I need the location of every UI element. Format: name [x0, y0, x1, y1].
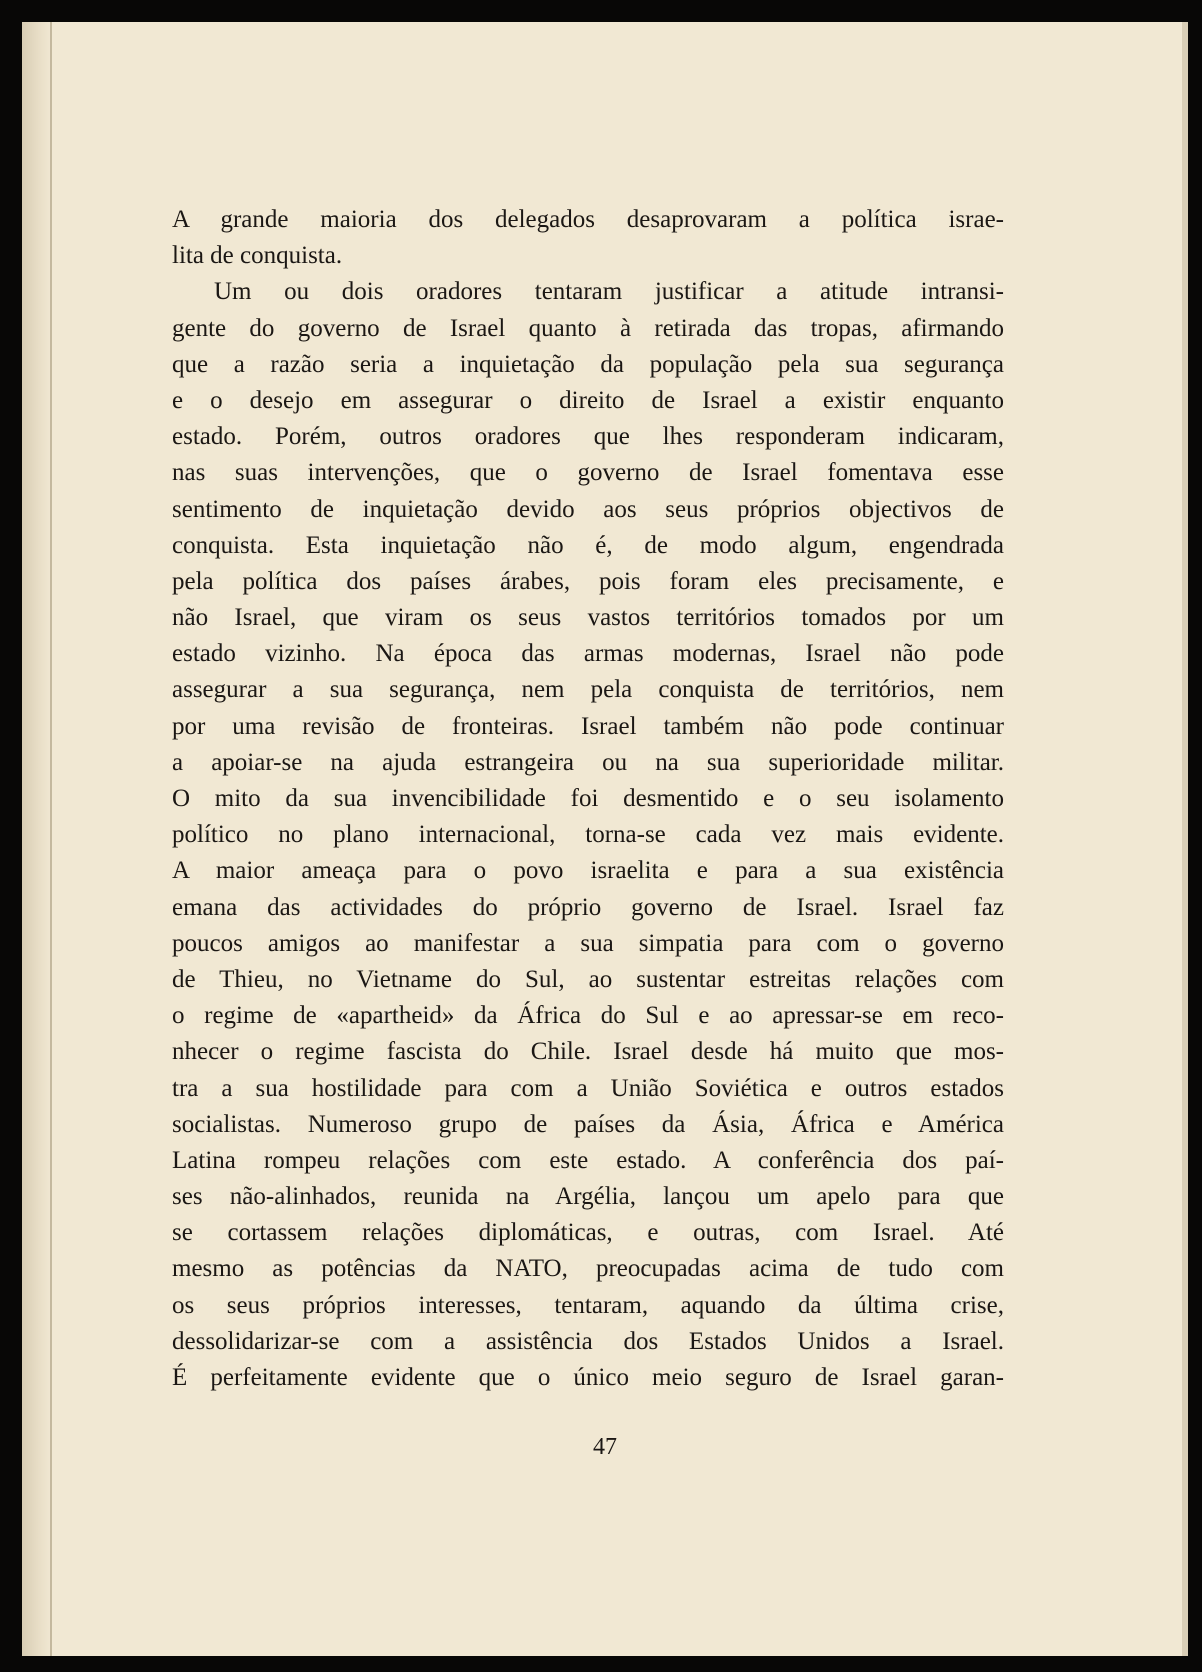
text-line: tra a sua hostilidade para com a União Soviética e outros estados	[172, 1074, 1004, 1102]
text-line: por uma revisão de fronteiras. Israel também não pode continuar	[172, 712, 1004, 740]
text-line: nhecer o regime fascista do Chile. Israel desde há muito que mos-	[172, 1038, 1004, 1066]
text-line: que a razão seria a inquietação da população pela sua segurança	[172, 350, 1004, 378]
text-line: assegurar a sua segurança, nem pela conquista de territórios, nem	[172, 676, 1004, 704]
text-line: e o desejo em assegurar o direito de Israel a existir enquanto	[172, 386, 1004, 414]
text-line: o regime de «apartheid» da África do Sul e ao apressar-se em reco-	[172, 1002, 1004, 1030]
page-number: 47	[593, 1434, 617, 1460]
text-line: sentimento de inquietação devido aos seus próprios objectivos de	[172, 495, 1004, 523]
text-line: pela política dos países árabes, pois foram eles precisamente, e	[172, 567, 1004, 595]
text-line: político no plano internacional, torna-se cada vez mais evidente.	[172, 821, 1004, 849]
text-line: mesmo as potências da NATO, preocupadas acima de tudo com	[172, 1255, 1004, 1283]
text-line: nas suas intervenções, que o governo de Israel fomentava esse	[172, 459, 1004, 487]
text-line: Um ou dois oradores tentaram justificar a atitude intransi-	[214, 278, 1004, 306]
text-line: O mito da sua invencibilidade foi desmentido e o seu isolamento	[172, 785, 1004, 812]
text-line: dessolidarizar-se com a assistência dos Estados Unidos a Israel.	[172, 1327, 1004, 1355]
book-page	[22, 22, 1188, 1656]
text-line: de Thieu, no Vietname do Sul, ao sustentar estreitas relações com	[172, 965, 1004, 993]
text-line: não Israel, que viram os seus vastos territórios tomados por um	[172, 604, 1004, 632]
text-line: a apoiar-se na ajuda estrangeira ou na sua superioridade militar.	[172, 748, 1004, 776]
text-line: socialistas. Numeroso grupo de países da Ásia, África e América	[172, 1110, 1004, 1138]
text-line: se cortassem relações diplomáticas, e outras, com Israel. Até	[172, 1219, 1004, 1247]
text-line: emana das actividades do próprio governo de Israel. Israel faz	[172, 893, 1004, 921]
text-line: os seus próprios interesses, tentaram, aquando da última crise,	[172, 1291, 1004, 1319]
text-line: Latina rompeu relações com este estado. A conferência dos paí-	[172, 1146, 1004, 1174]
text-line: A maior ameaça para o povo israelita e para a sua existência	[172, 857, 1004, 885]
text-line: gente do governo de Israel quanto à retirada das tropas, afirmando	[172, 314, 1004, 342]
text-line: lita de conquista.	[172, 242, 343, 270]
text-line: É perfeitamente evidente que o único meio seguro de Israel garan-	[172, 1364, 1004, 1391]
text-line: A grande maioria dos delegados desaprovaram a política israe-	[172, 206, 1004, 233]
body-text	[172, 202, 1004, 1396]
page-right-edge	[1182, 22, 1188, 1656]
page-gutter-line	[50, 22, 52, 1656]
text-line: ses não-alinhados, reunida na Argélia, lançou um apelo para que	[172, 1183, 1004, 1211]
text-line: conquista. Esta inquietação não é, de modo algum, engendrada	[172, 531, 1004, 559]
page-gutter-shadow	[22, 22, 52, 1656]
text-line: estado vizinho. Na época das armas modernas, Israel não pode	[172, 640, 1004, 668]
text-line: estado. Porém, outros oradores que lhes responderam indicaram,	[172, 423, 1004, 451]
text-line: poucos amigos ao manifestar a sua simpatia para com o governo	[172, 929, 1004, 957]
